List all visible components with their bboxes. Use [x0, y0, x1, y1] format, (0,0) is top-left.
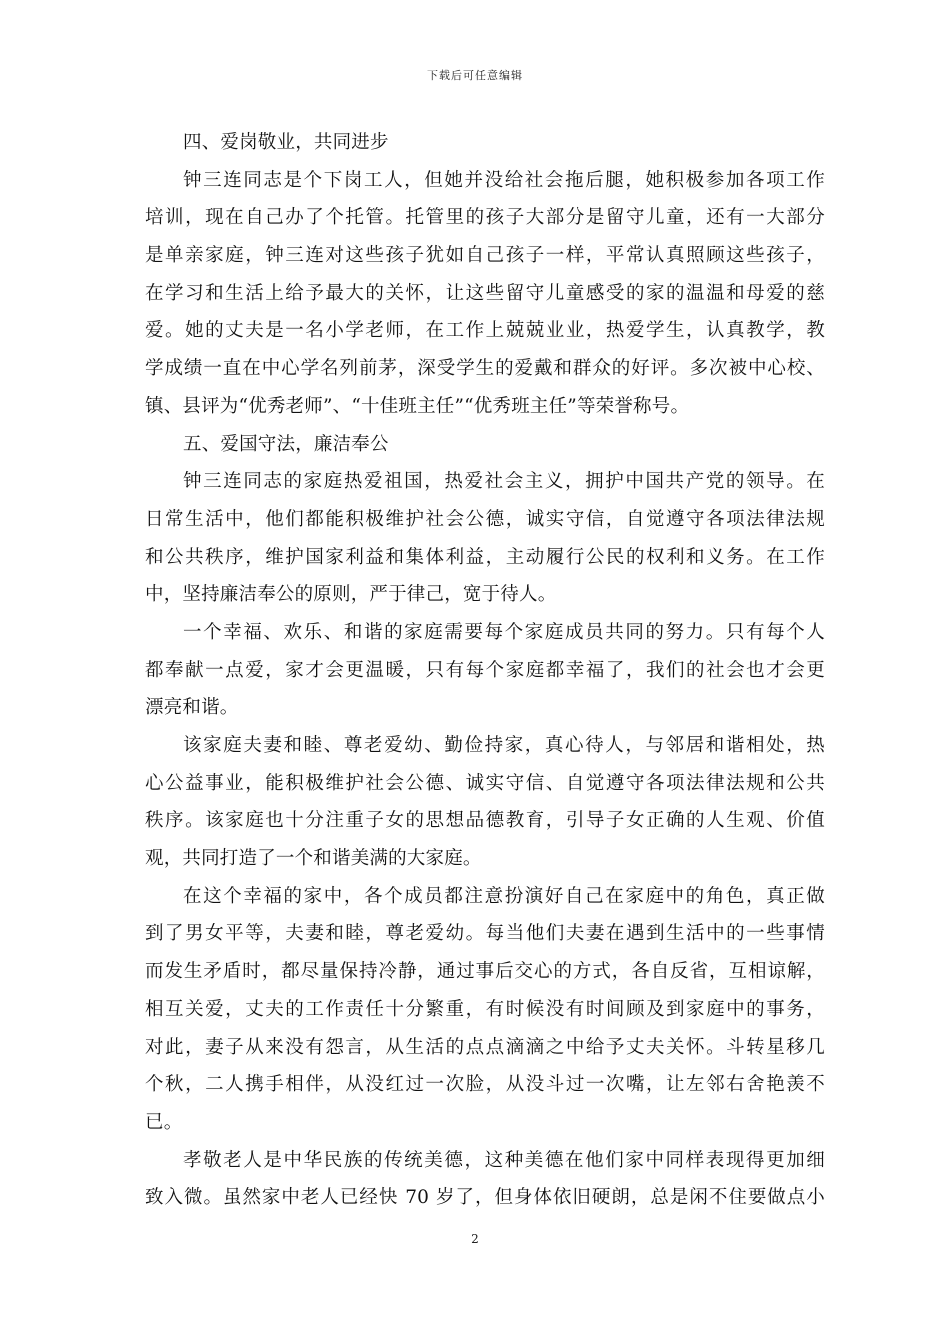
document-body	[145, 124, 825, 1217]
text-line: 爱。她的丈夫是一名小学老师，在工作上兢兢业业，热爱学生，认真教学，教	[145, 320, 825, 342]
text-line: 个秋，二人携手相伴，从没红过一次脸，从没斗过一次嘴，让左邻右舍艳羡不	[145, 1074, 825, 1096]
text-line: 相互关爱，丈夫的工作责任十分繁重，有时候没有时间顾及到家庭中的事务，	[145, 998, 825, 1020]
text-line: 镇、县评为“优秀老师”、“十佳班主任”“优秀班主任”等荣誉称号。	[145, 395, 690, 417]
text-line: 心公益事业，能积极维护社会公德、诚实守信、自觉遵守各项法律法规和公共	[145, 772, 825, 794]
text-line: 五、爱国守法，廉洁奉公	[183, 433, 389, 455]
text-line: 已。	[145, 1111, 183, 1133]
text-line: 在学习和生活上给予最大的关怀，让这些留守儿童感受的家的温温和母爱的慈	[145, 282, 825, 304]
text-line: 四、爱岗敬业，共同进步	[183, 132, 389, 153]
text-line: 中，坚持廉洁奉公的原则，严于律己，宽于待人。	[145, 584, 557, 606]
text-line: 学成绩一直在中心学名列前茅，深受学生的爱戴和群众的好评。多次被中心校、	[145, 358, 825, 380]
text-line: 钟三连同志是个下岗工人，但她并没给社会拖后腿，她积极参加各项工作	[183, 169, 825, 191]
text-line: 都奉献一点爱，家才会更温暖，只有每个家庭都幸福了，我们的社会也才会更	[145, 659, 825, 681]
text-line: 是单亲家庭，钟三连对这些孩子犹如自己孩子一样，平常认真照顾这些孩子，	[145, 245, 825, 267]
text-line: 日常生活中，他们都能积极维护社会公德，诚实守信，自觉遵守各项法律法规	[145, 508, 825, 530]
text-line: 培训，现在自己办了个托管。托管里的孩子大部分是留守儿童，还有一大部分	[145, 207, 825, 229]
text-line: 该家庭夫妻和睦、尊老爱幼、勤俭持家，真心待人，与邻居和谐相处，热	[183, 735, 825, 756]
text-line: 钟三连同志的家庭热爱祖国，热爱社会主义，拥护中国共产党的领导。在	[183, 471, 825, 493]
text-line: 致入微。虽然家中老人已经快 70 岁了，但身体依旧硬朗，总是闲不住要做点小	[145, 1187, 825, 1209]
text-line: 孝敬老人是中华民族的传统美德，这种美德在他们家中同样表现得更加细	[183, 1149, 825, 1171]
text-line: 而发生矛盾时，都尽量保持冷静，通过事后交心的方式，各自反省，互相谅解，	[145, 961, 825, 983]
page-header: 下载后可任意编辑	[427, 69, 523, 82]
text-line: 和公共秩序，维护国家利益和集体利益，主动履行公民的权利和义务。在工作	[145, 546, 825, 568]
text-line: 观，共同打造了一个和谐美满的大家庭。	[145, 848, 482, 870]
text-line: 一个幸福、欢乐、和谐的家庭需要每个家庭成员共同的努力。只有每个人	[183, 621, 825, 643]
page-number: 2	[471, 1232, 479, 1246]
text-line: 漂亮和谐。	[145, 697, 239, 719]
text-line: 秩序。该家庭也十分注重子女的思想品德教育，引导子女正确的人生观、价值	[145, 810, 825, 832]
text-line: 在这个幸福的家中，各个成员都注意扮演好自己在家庭中的角色，真正做	[183, 885, 825, 907]
text-line: 对此，妻子从来没有怨言，从生活的点点滴滴之中给予丈夫关怀。斗转星移几	[145, 1036, 825, 1058]
text-line: 到了男女平等，夫妻和睦，尊老爱幼。每当他们夫妻在遇到生活中的一些事情	[145, 923, 825, 945]
